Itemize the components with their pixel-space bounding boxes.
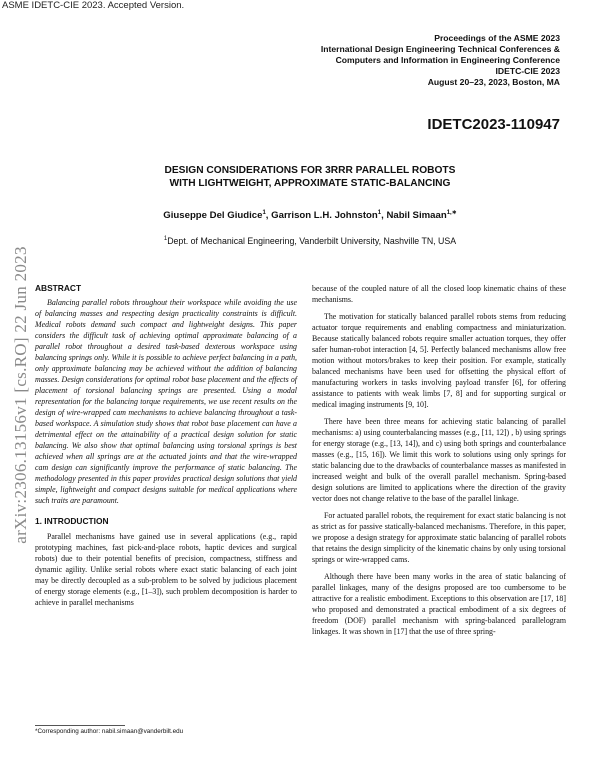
footnote: *Corresponding author: nabil.simaan@vanderbilt.edu xyxy=(35,728,184,735)
proceedings-header xyxy=(230,33,560,88)
arxiv-id[interactable]: arXiv:2306.13156v1 [cs.RO] 22 Jun 2023 xyxy=(11,246,30,544)
intro-paragraph: Parallel mechanisms have gained use in several applications (e.g., rapid prototyping machines, fast pick-and-place robots, haptic devices and surgical robots) due to their potential benefits of precision, compactness, stiffness and dynamic agility. Unlike serial robots where exact static balancing of each joint may be directly decoupled as a sub-problem to be solved by judicious placement of energy storage elements (e.g., [1–3]), such problem decomposition is harder to achieve in parallel mechanisms xyxy=(35,532,297,607)
affiliation xyxy=(0,236,600,246)
author-separator: , xyxy=(265,210,272,222)
title-line-1: DESIGN CONSIDERATIONS FOR 3RRR PARALLEL ROBOTS xyxy=(164,165,456,176)
body-paragraph: There have been three means for achieving static balancing of parallel mechanisms: a) using counterbalancing masses (e.g., [11, 12]) , b) using springs for energy storage (e.g., [13, 14]), and c) using both springs and counterbalance masses (e.g., [15, 16]). We limit this work to solutions using only springs for static balancing due to the drawbacks of counterbalance masses as manifested in increased weight and bulk of the overall parallel mechanism. Spring-based design solutions are limited to applications where the direction of the gravity vector does not change relative to the base of the parallel linkage. xyxy=(312,417,566,503)
body-paragraph: The motivation for statically balanced parallel robots stems from reducing actuator torque requirements and enabling compactness and miniaturization. Because statically balanced robots require smaller actuation torques, they offer safer human-robot interaction [4, 5]. Perfectly balanced mechanisms allow free motion without motors/brakes to keep their position. For example, statically balanced mechanisms have been used for offsetting the physical effort of manufacturing workers in tasks involving payload transfer [6], for offering assistance to patients with weak limbs [7, 8] and for supporting surgical or medical imaging instruments [9, 10]. xyxy=(312,312,566,409)
acceptance-note: ASME IDETC-CIE 2023. Accepted Version. xyxy=(2,0,185,11)
author-sup: 1 xyxy=(262,210,266,216)
right-column xyxy=(312,283,566,637)
body-paragraph: For actuated parallel robots, the requirement for exact static balancing is not as strict as for passive statically-balanced mechanisms. Therefore, in this paper, we propose a design strategy for approximate static balancing of parallel robots that retains the design simplicity of the kinematic chains by only using torsional springs or wire-wrapped cams. xyxy=(312,511,566,564)
author-name: Giuseppe Del Giudice xyxy=(163,210,263,222)
title-line-2: WITH LIGHTWEIGHT, APPROXIMATE STATIC-BALANCING xyxy=(169,178,451,189)
author-separator: , xyxy=(381,210,387,222)
author-name: Nabil Simaan xyxy=(386,210,447,222)
arxiv-sidebar xyxy=(8,215,34,575)
affiliation-text: Dept. of Mechanical Engineering, Vanderbilt University, Nashville TN, USA xyxy=(167,236,457,246)
abstract-body: Balancing parallel robots throughout their workspace while avoiding the use of balancing masses and respecting design practicality constraints is difficult. Medical robots demand such compact and lightweight designs. This paper considers the difficult task of achieving optimal approximate balancing of a parallel robot throughout a desired task-based dexterous workspace using balancing springs only. While it is possible to achieve perfect balancing in a path, only approximate balancing may be achieved without the addition of balancing masses. Design considerations for optimal robot base placement and the effects of placement of torsional balancing springs are presented. Using a modal representation for the balancing torque requirements, we use recent results on the design of wire-wrapped cam mechanisms to achieve balancing throughout a task-based workspace. A simulation study shows that robot base placement can have a detrimental effect on the attainability of a practical design solution for static balancing. We also show that optimal balancing using torsional springs is best achieved when all springs are at the actuated joints and that the wire-wrapped cam design can significantly improve the performance of static balancing. The methodology presented in this paper provides practical design solutions that yield simple, lightweight and compact designs suitable for medical applications where such traits are paramount. xyxy=(35,298,297,505)
proceedings-line: Computers and Information in Engineering Conference xyxy=(335,55,560,65)
body-paragraph: Although there have been many works in the area of static balancing of parallel linkages, many of the designs proposed are too cumbersome to be attractive for a realistic embodiment. Exceptions to this observation are [17, 18] who proposed and demonstrated a practical embodiment of a six degrees of freedom (DOF) parallel mechanism with spring-balanced parallelogram linkages. It was shown in [17] that the use of three spring- xyxy=(312,572,566,636)
left-column xyxy=(35,283,297,608)
abstract-heading: ABSTRACT xyxy=(35,283,82,293)
author-sup: 1 xyxy=(377,210,382,216)
proceedings-line: International Design Engineering Technical Conferences & xyxy=(320,44,560,54)
proceedings-line: August 20–23, 2023, Boston, MA xyxy=(427,77,560,87)
author-name: Garrison L.H. Johnston xyxy=(271,210,378,222)
authors xyxy=(0,209,600,221)
introduction-heading: 1. INTRODUCTION xyxy=(35,516,109,526)
paper-id: IDETC2023-110947 xyxy=(427,116,560,133)
author-sup: 1,∗ xyxy=(446,210,457,216)
paper-title xyxy=(0,164,600,190)
footnote-divider xyxy=(35,725,125,726)
proceedings-line: IDETC-CIE 2023 xyxy=(495,66,560,76)
proceedings-line: Proceedings of the ASME 2023 xyxy=(434,33,560,43)
body-paragraph: because of the coupled nature of all the closed loop kinematic chains of these mechanisms. xyxy=(312,284,566,304)
affiliation-sup: 1 xyxy=(163,236,168,243)
